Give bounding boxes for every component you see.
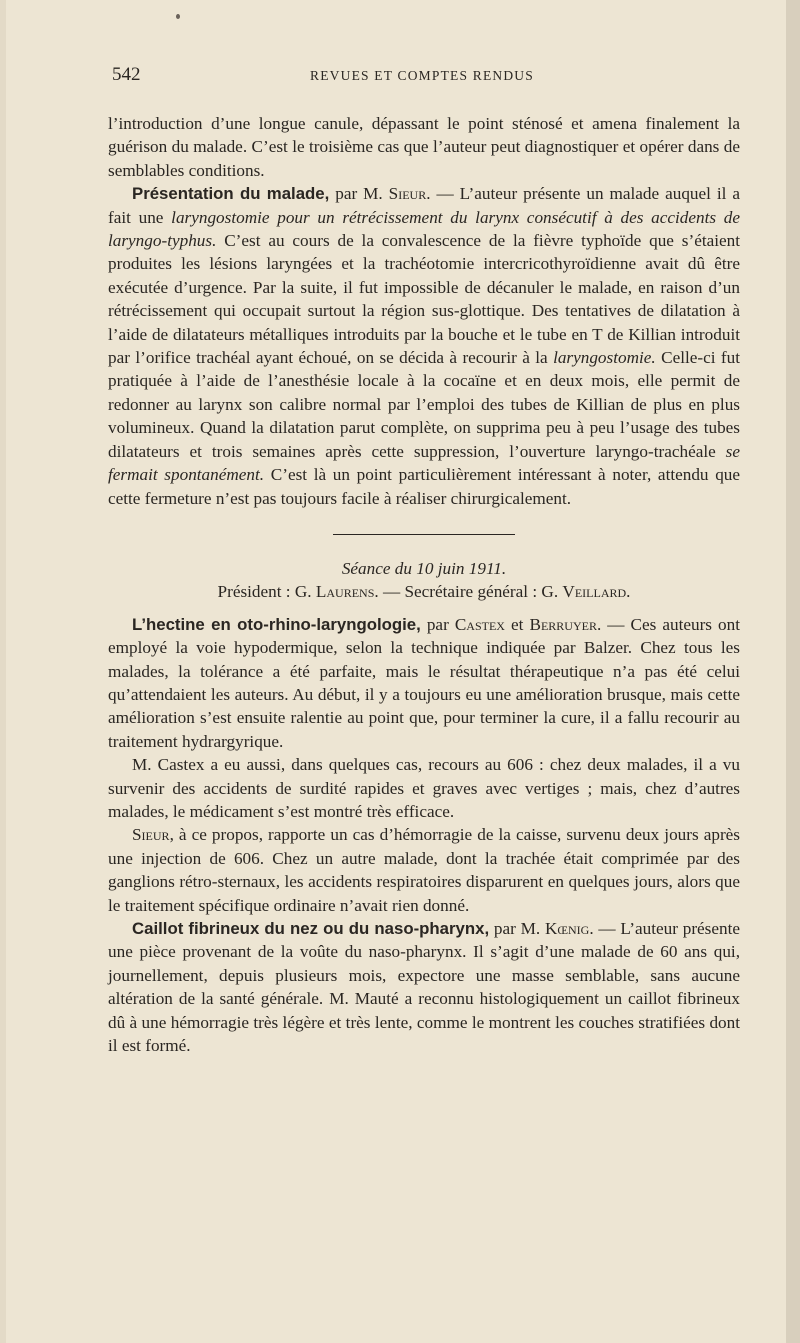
president-label: Président : G. [217,582,316,602]
paragraph-text: . — L’auteur présente un malade auquel il a fait une [108,184,740,227]
section-title-caillot: Caillot fibrineux du nez ou du naso-pharynx, [132,919,490,938]
body-text [108,112,740,1057]
president-name: Laurens [315,582,375,602]
byline-text: et [504,614,530,634]
italic-phrase: laryngostomie. [553,348,656,368]
author-name: Kœnig [544,919,590,938]
byline-text: par [420,614,455,634]
paragraph-text: C’est au cours de la convalescence de la fièvre typhoïde que s’étaient produites les lésions laryngées et la trachéotomie intercricothyroïdienne avait dû être exécutée d’urgence. Par la suite, il fut impossible de décanuler le malade, en raison d’un rétrécissement qui occupait surtout la région sus-glottique. Des tentatives de dilatation à l’aide de dilatateurs métalliques introduits par la bouche et le tube en T de Killian introduit par l’orifice trachéal ayant échoué, on se décida à recourir à la [108,231,740,368]
paragraph-text: , à ce propos, rapporte un cas d’hémorragie de la caisse, survenu deux jours après une injection de 606. Chez un autre malade, dont la trachée était comprimée par des ganglions rétro-sternaux, les accidents respiratoires disparurent en quelques jours, alors que le traitement spécifique ordinaire n’avait rien donné. [108,825,740,915]
author-name: Castex [454,614,505,634]
page-header [112,64,732,88]
period: . [626,582,631,602]
paragraph-text: Celle-ci fut pratiquée à l’aide de l’anesthésie locale à la cocaïne et en deux mois, elle permit de redonner au larynx son calibre normal par l’emploi des tubes de Killian de plus en plus volumineux. Quand la dilatation parut complète, on supprima peu à peu l’usage des tubes dilatateurs et trois semaines après cette suppression, l’ouverture laryngo-trachéale [108,348,740,461]
paragraph-text: C’est là un point particulièrement intéressant à noter, attendu que cette fermeture n’est pas toujours facile à réaliser chirurgicalement. [108,465,741,508]
italic-phrase: se fermait spontanément. [108,441,740,485]
section-title-hectine: L’hectine en oto-rhino-laryngologie, [132,614,421,634]
ink-speck [176,14,180,19]
paragraph-presentation-du-malade [108,182,740,510]
paragraph-hectine [108,613,740,753]
paragraph-caillot [108,917,740,1057]
seance-title: Séance du 10 juin 1911. [341,558,507,578]
seance-heading [108,557,740,580]
secretary-name: Veillard [562,582,627,602]
paragraph-text: . — Ces auteurs ont employé la voie hypodermique, selon la technique indiquée par Balzer. Chez tous les malades, la tolérance a été parfaite, mais le résultat thérapeutique n’a pas été celui qu’attendaient les auteurs. Au début, il y a toujours eu une amélioration brusque, mais cette amélioration s’est ensuite ralentie au point que, pour terminer la cure, il a fallu recourir au traitement hydrargyrique. [108,614,740,751]
seance-officers [108,580,740,603]
secretary-label: . — Secrétaire général : G. [374,582,563,602]
page-left-edge [0,0,6,1343]
paragraph-castex: M. Castex a eu aussi, dans quelques cas, recours au 606 : chez deux malades, il a vu survenir des accidents de surdité rapides et graves avec vertiges ; mais, chez d’autres malades, le médicament s’est montré très efficace. [108,755,740,821]
paragraph-continuation: l’introduction d’une longue canule, dépassant le point sténosé et amena finalement la guérison du malade. C’est le troisième cas que l’auteur peut diagnostiquer et opérer dans de semblables conditions. [108,114,740,180]
page-right-edge [786,0,800,1343]
author-name: Sieur [132,825,170,845]
paragraph-text: . — L’auteur présente une pièce provenant de la voûte du naso-pharynx. Il s’agit d’une malade de 60 ans qui, journellement, depuis plusieurs mois, expectore une masse semblable, sans aucune altération de la santé générale. M. Mauté a reconnu histologiquement un caillot fibrineux dû à une hémorragie très légère et très lente, comme le montrent les couches stratifiées dont il est formé. [108,919,740,1056]
running-head: REVUES ET COMPTES RENDUS [310,68,534,83]
author-name: Berruyer [529,614,597,634]
italic-phrase: laryngostomie pour un rétrécissement du larynx consécutif à des accidents de laryngo-typhus. [108,207,740,251]
byline-text: par M. [489,919,545,938]
paragraph-sieur [108,823,740,917]
page-number: 542 [112,64,141,85]
section-title-presentation: Présentation du malade, [132,184,330,204]
author-name: Sieur [388,184,427,204]
byline-text: par M. [329,184,389,204]
section-divider [333,534,515,535]
